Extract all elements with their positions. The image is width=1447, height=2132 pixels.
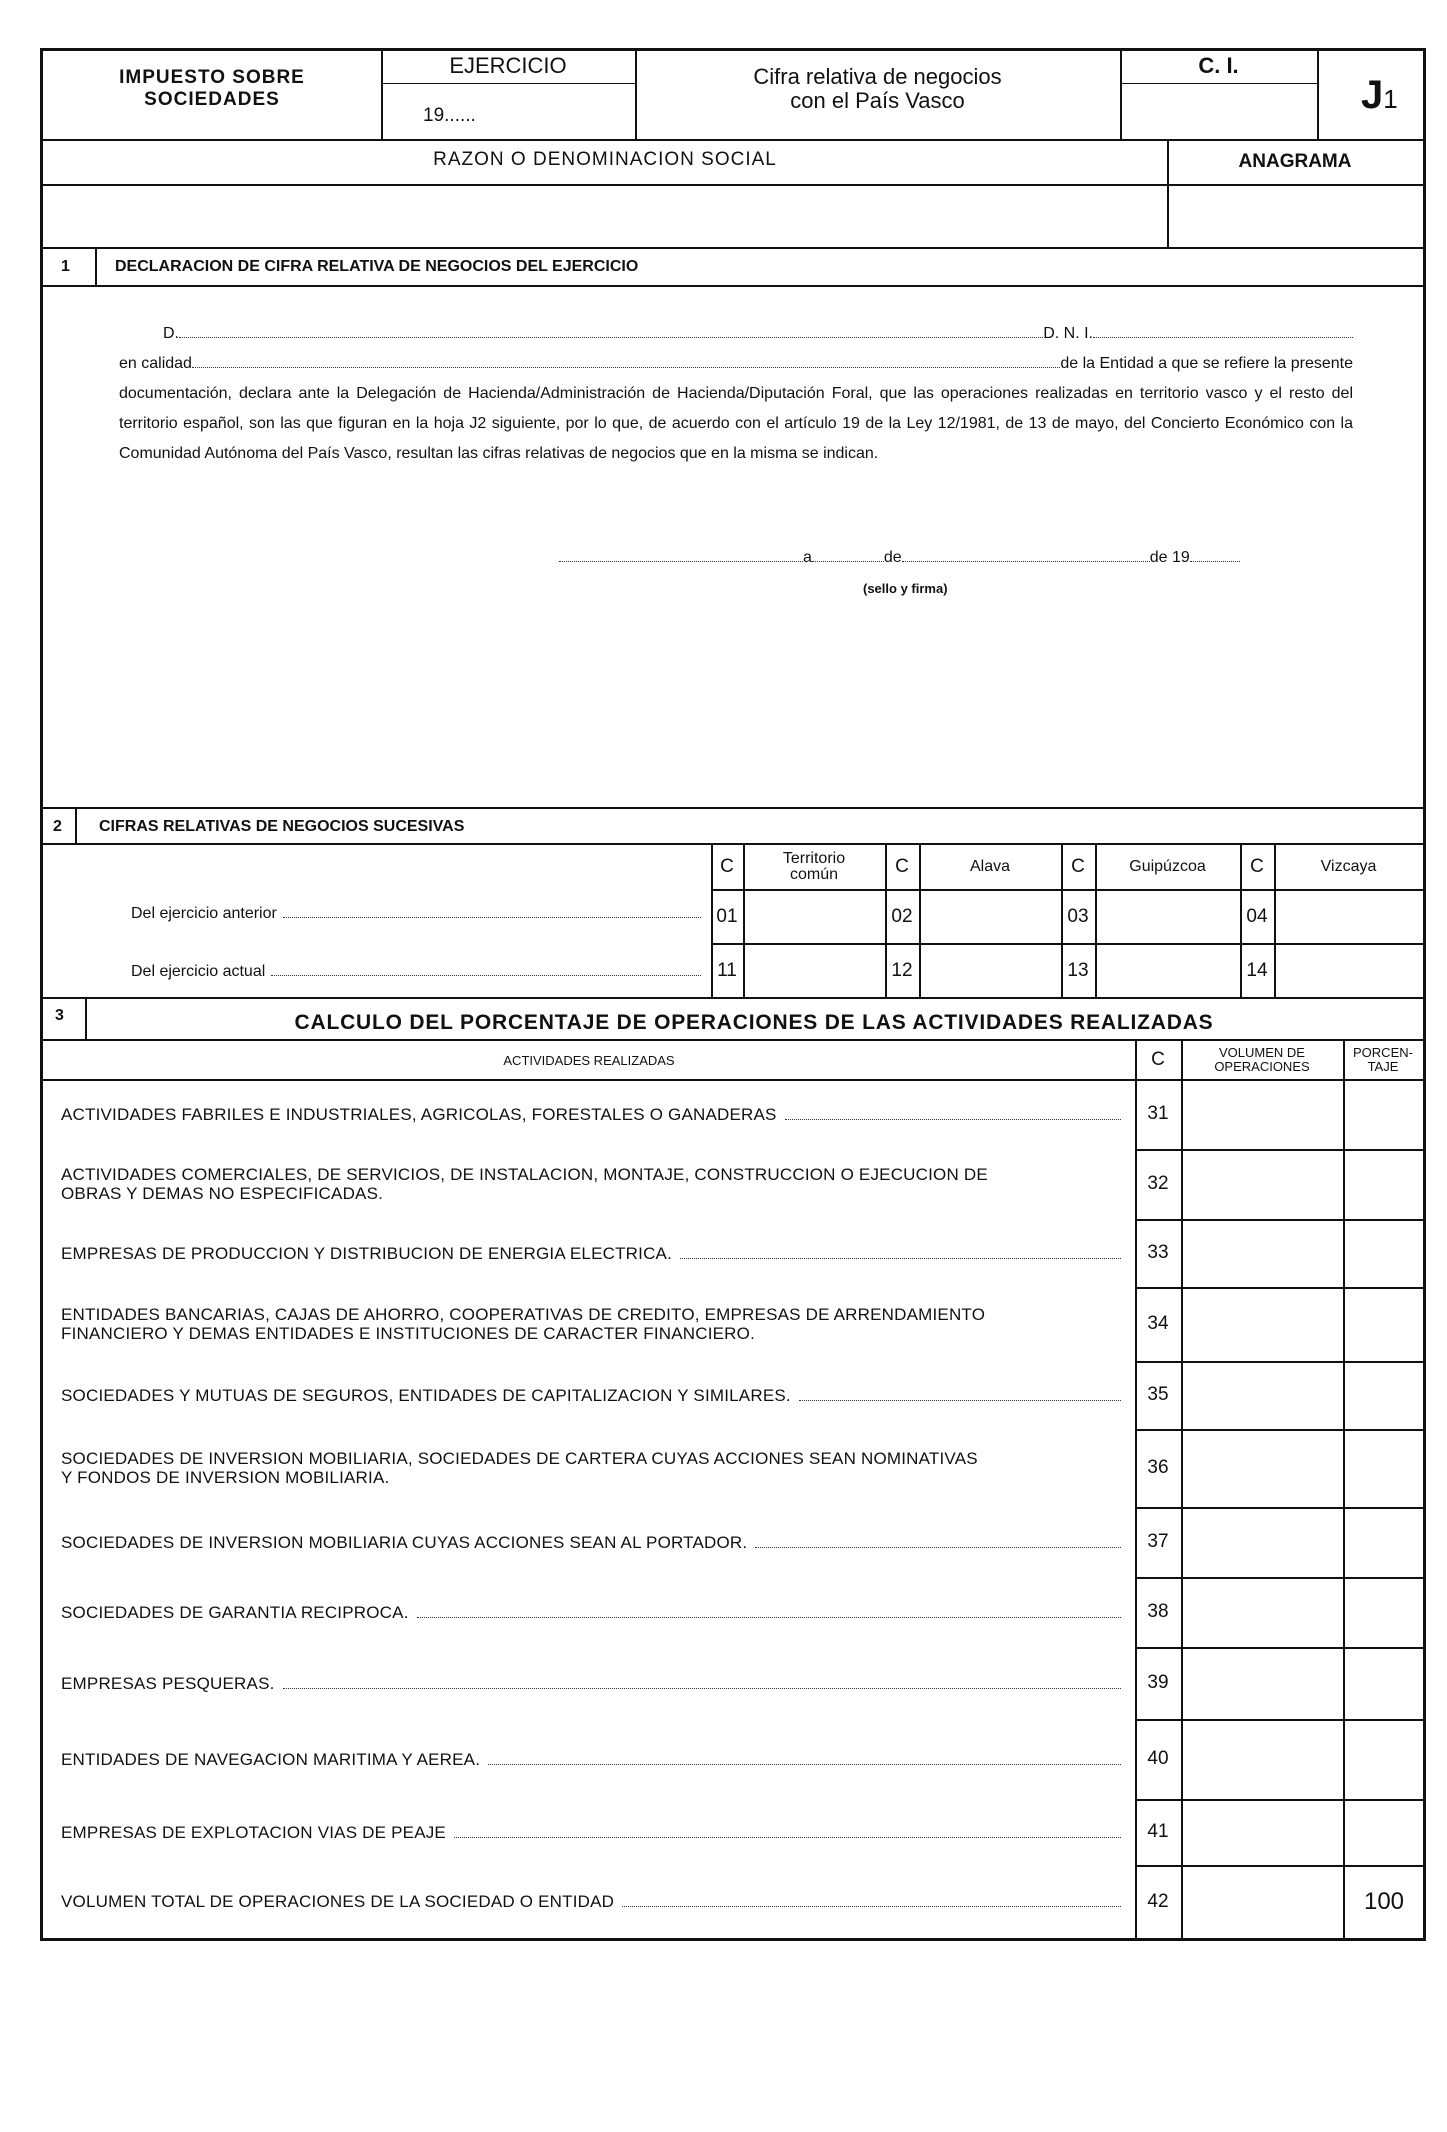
volumen-field-38[interactable] [1183,1579,1341,1645]
activity-code-36: 36 [1147,1457,1169,1478]
code-01: 01 [716,906,738,927]
declaration-body: documentación, declara ante la Delegación de Hacienda/Administración de Hacienda/Diputación Foral, que las operaciones realizadas en territorio vasco y el resto del territorio español, son las que figuran en la hoja J2 siguiente, por lo que, de acuerdo con el artículo 19 de la Ley 12/1981, de 13 de mayo, del Concierto Económico con la Comunidad Autónoma del País Vasco, resultan las cifras relativas de negocios que en la misma se indican. [119,385,1353,462]
code-02: 02 [891,906,913,927]
tax-title [43,67,381,111]
activity-row-41 [61,1799,1121,1865]
porcentaje-field-41[interactable] [1345,1801,1423,1863]
activity-row-34 [61,1287,1121,1361]
leader-dots [680,1244,1121,1259]
sign-de-label: de [883,549,902,566]
activity-code-39: 39 [1147,1672,1169,1693]
activity-row-35 [61,1361,1121,1429]
activity-row-32 [61,1149,1121,1219]
field-11-territorio-comun[interactable] [745,945,884,997]
activity-label-36: SOCIEDADES DE INVERSION MOBILIARIA, SOCIEDADES DE CARTERA CUYAS ACCIONES SEAN NOMINATIVAS [61,1449,978,1468]
porcentaje-field-35[interactable] [1345,1363,1423,1427]
sign-year-field[interactable] [1190,545,1240,562]
ejercicio-label: EJERCICIO [449,53,567,78]
porcentaje-field-31[interactable] [1345,1081,1423,1147]
sec2-col-alava: Alava [969,858,1011,875]
calidad-line [119,349,1353,379]
activity-row-38 [61,1577,1121,1647]
field-13-guipuzcoa[interactable] [1097,945,1239,997]
sec2-row-anterior-label: Del ejercicio anterior [131,905,277,922]
activity-code-40: 40 [1147,1748,1169,1769]
tax-form-j1 [40,48,1426,1941]
activity-label-42: VOLUMEN TOTAL DE OPERACIONES DE LA SOCIEDAD O ENTIDAD [61,1892,615,1911]
tax-title-line2: SOCIEDADES [144,89,280,110]
porcentaje-field-33[interactable] [1345,1221,1423,1285]
signature-line [559,545,1307,567]
sello-firma-label: (sello y firma) [863,581,948,596]
porcentaje-field-32[interactable] [1345,1151,1423,1217]
activity-row-40 [61,1719,1121,1799]
code-11: 11 [717,960,737,981]
tax-title-line1: IMPUESTO SOBRE [119,67,305,88]
activity-row-33 [61,1219,1121,1287]
activity-code-32: 32 [1147,1173,1169,1194]
razon-social-field[interactable] [43,186,1167,246]
sign-year-label: de 19 [1149,549,1190,566]
volumen-field-33[interactable] [1183,1221,1341,1285]
code-14: 14 [1246,960,1268,981]
field-12-alava[interactable] [921,945,1060,997]
volumen-field-35[interactable] [1183,1363,1341,1427]
ci-label: C. I. [1198,53,1239,78]
sec2-c-header-4: C [1250,856,1264,877]
leader-dots [622,1892,1121,1907]
activity-code-38: 38 [1147,1601,1169,1622]
sec2-row-anterior [131,903,701,923]
signature-area[interactable] [543,603,1243,803]
anagrama-label: ANAGRAMA [1238,151,1352,172]
volumen-field-37[interactable] [1183,1509,1341,1575]
anagrama-field[interactable] [1169,186,1423,246]
code-13: 13 [1067,960,1089,981]
sign-day-field[interactable] [812,545,884,562]
activity-code-35: 35 [1147,1384,1169,1405]
volumen-field-31[interactable] [1183,1081,1341,1147]
col-pct-line2: TAJE [1367,1059,1399,1074]
sec2-row-actual [131,961,701,981]
activity-label-33: EMPRESAS DE PRODUCCION Y DISTRIBUCION DE ENERGIA ELECTRICA. [61,1243,673,1263]
section1-title: DECLARACION DE CIFRA RELATIVA DE NEGOCIOS DEL EJERCICIO [115,258,639,275]
leader-dots [283,903,701,918]
declarant-name-field[interactable] [179,319,1043,338]
d-label: D. [163,325,179,342]
leader-dots [488,1750,1121,1765]
form-title [635,65,1120,113]
sec2-c-header-3: C [1071,856,1085,877]
calidad-field[interactable] [192,349,1060,368]
activity-code-42: 42 [1147,1890,1169,1912]
porcentaje-field-42[interactable]: 100 [1363,1887,1405,1915]
porcentaje-field-36[interactable] [1345,1431,1423,1505]
volumen-field-41[interactable] [1183,1801,1341,1863]
col-porcentaje-header [1343,1041,1423,1079]
volumen-field-34[interactable] [1183,1289,1341,1359]
sign-a-label: a [803,549,812,566]
activity-code-41: 41 [1147,1821,1169,1842]
activity-label-37: SOCIEDADES DE INVERSION MOBILIARIA CUYAS ACCIONES SEAN AL PORTADOR. [61,1532,748,1552]
leader-dots [755,1533,1121,1548]
col-actividades-header: ACTIVIDADES REALIZADAS [503,1052,675,1068]
col-volumen-header [1181,1041,1343,1079]
activity-row-37 [61,1507,1121,1577]
field-04-vizcaya[interactable] [1276,891,1423,943]
declaration-text [119,319,1353,469]
activity-label-39: EMPRESAS PESQUERAS. [61,1673,275,1693]
activity-label-36-cont: Y FONDOS DE INVERSION MOBILIARIA. [61,1468,390,1487]
volumen-field-39[interactable] [1183,1649,1341,1717]
activity-row-39 [61,1647,1121,1719]
declarant-line [119,319,1353,349]
volumen-field-40[interactable] [1183,1721,1341,1797]
field-03-guipuzcoa[interactable] [1097,891,1239,943]
volumen-field-32[interactable] [1183,1151,1341,1217]
field-14-vizcaya[interactable] [1276,945,1423,997]
section2-title: CIFRAS RELATIVAS DE NEGOCIOS SUCESIVAS [99,818,465,835]
porcentaje-field-37[interactable] [1345,1509,1423,1575]
form-code-letter: J [1361,73,1384,117]
leader-dots [454,1823,1121,1838]
leader-dots [785,1105,1121,1120]
code-12: 12 [891,960,913,981]
activity-row-36 [61,1429,1121,1507]
col-c-header: C [1151,1049,1165,1070]
sec2-col-territorio-comun: Territorio común [782,850,846,883]
calidad-label: en calidad [119,355,192,372]
porcentaje-field-34[interactable] [1345,1289,1423,1359]
activity-code-33: 33 [1147,1242,1169,1263]
activity-label-38: SOCIEDADES DE GARANTIA RECIPROCA. [61,1602,409,1622]
activity-label-35: SOCIEDADES Y MUTUAS DE SEGUROS, ENTIDADES DE CAPITALIZACION Y SIMILARES. [61,1385,791,1405]
dni-field[interactable] [1093,319,1353,338]
ejercicio-year-field[interactable]: 19...... [423,105,476,126]
leader-dots [271,961,701,976]
section3-title: CALCULO DEL PORCENTAJE DE OPERACIONES DE LAS ACTIVIDADES REALIZADAS [294,1011,1214,1034]
dni-label: D. N. I. [1043,325,1093,342]
activity-label-41: EMPRESAS DE EXPLOTACION VIAS DE PEAJE [61,1822,446,1842]
activity-code-34: 34 [1147,1313,1169,1334]
leader-dots [799,1386,1121,1401]
leader-dots [283,1674,1121,1689]
activity-label-34-cont: FINANCIERO Y DEMAS ENTIDADES E INSTITUCIONES DE CARACTER FINANCIERO. [61,1324,756,1343]
activity-label-32: ACTIVIDADES COMERCIALES, DE SERVICIOS, DE INSTALACION, MONTAJE, CONSTRUCCION O EJECUCION DE [61,1165,988,1184]
sign-month-field[interactable] [902,545,1150,562]
activity-label-32-cont: OBRAS Y DEMAS NO ESPECIFICADAS. [61,1184,384,1203]
leader-dots [417,1603,1121,1618]
section2-number: 2 [53,818,62,835]
field-01-territorio-comun[interactable] [745,891,884,943]
ci-field[interactable] [1120,85,1317,137]
volumen-field-36[interactable] [1183,1431,1341,1505]
sec2-col-vizcaya: Vizcaya [1320,858,1377,875]
form-title-line1: Cifra relativa de negocios [753,64,1002,89]
code-04: 04 [1246,906,1268,927]
porcentaje-field-38[interactable] [1345,1579,1423,1645]
col-volumen-line1: VOLUMEN DE [1219,1045,1305,1060]
razon-social-label: RAZON O DENOMINACION SOCIAL [433,149,777,170]
code-03: 03 [1067,906,1089,927]
form-code [1361,73,1431,118]
form-code-number: 1 [1383,84,1398,114]
col-volumen-line2: OPERACIONES [1214,1059,1310,1074]
activity-code-31: 31 [1147,1103,1169,1124]
field-02-alava[interactable] [921,891,1060,943]
sec2-c-header-1: C [720,856,734,877]
sec2-c-header-2: C [895,856,909,877]
sec2-col-guipuzcoa: Guipúzcoa [1129,858,1206,875]
activity-code-37: 37 [1147,1531,1169,1552]
activity-row-31 [61,1079,1121,1149]
sec2-row-actual-label: Del ejercicio actual [131,963,266,980]
activity-row-42 [61,1865,1121,1938]
form-title-line2: con el País Vasco [790,88,965,113]
porcentaje-field-39[interactable] [1345,1649,1423,1717]
activity-label-31: ACTIVIDADES FABRILES E INDUSTRIALES, AGRICOLAS, FORESTALES O GANADERAS [61,1104,777,1124]
volumen-field-42[interactable] [1183,1867,1341,1936]
activity-label-40: ENTIDADES DE NAVEGACION MARITIMA Y AEREA. [61,1749,481,1769]
section1-number: 1 [61,258,70,275]
porcentaje-field-40[interactable] [1345,1721,1423,1797]
col-pct-line1: PORCEN- [1353,1045,1413,1060]
sign-place-field[interactable] [559,545,803,562]
activity-label-34: ENTIDADES BANCARIAS, CAJAS DE AHORRO, COOPERATIVAS DE CREDITO, EMPRESAS DE ARRENDAMIENTO [61,1305,986,1324]
section3-number: 3 [55,1007,64,1024]
calidad-suffix: de la Entidad a que se refiere la presente [1060,355,1353,372]
